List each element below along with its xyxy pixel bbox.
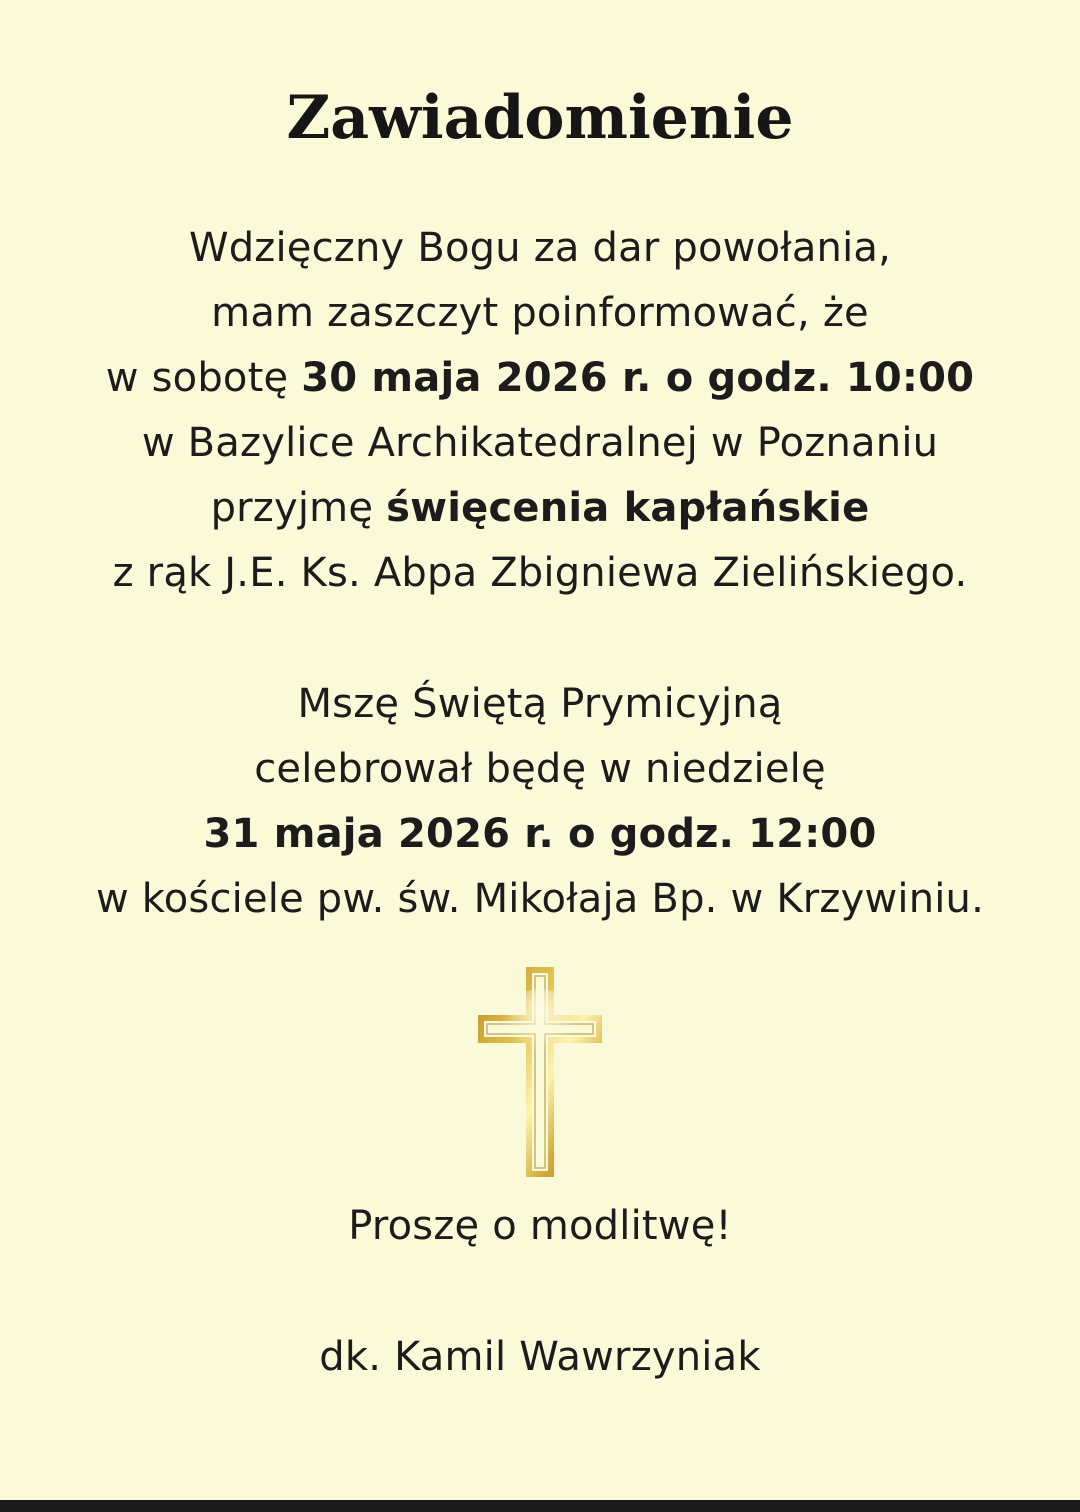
paragraph2-line3	[0, 802, 1080, 866]
prayer-request: Proszę o modlitwę!	[348, 1203, 732, 1249]
first-mass-date: 31 maja 2026 r. o godz. 12:00	[203, 811, 877, 857]
golden-cross-icon	[475, 966, 605, 1180]
ordination-date: 30 maja 2026 r. o godz. 10:00	[301, 355, 975, 401]
paragraph1-line6: z rąk J.E. Ks. Abpa Zbigniewa Zielińskiego.	[112, 550, 968, 596]
signature: dk. Kamil Wawrzyniak	[319, 1334, 761, 1380]
paragraph2-line4: w kościele pw. św. Mikołaja Bp. w Krzywiniu.	[95, 876, 985, 922]
ordination-date-prefix: w sobotę	[105, 355, 302, 401]
paragraph1-line3	[0, 346, 1080, 410]
paragraph1-line5	[0, 476, 1080, 540]
ordination-title: święcenia kapłańskie	[386, 485, 870, 531]
notice-title: Zawiadomienie	[286, 83, 794, 153]
paragraph2-line1: Mszę Świętą Prymicyjną	[297, 681, 783, 727]
bottom-edge-bar	[0, 1500, 1080, 1512]
ordination-prefix: przyjmę	[210, 485, 387, 531]
paragraph1-line4: w Bazylice Archikatedralnej w Poznaniu	[141, 420, 939, 466]
paragraph2-line2: celebrował będę w niedzielę	[254, 746, 826, 792]
paragraph1-line2: mam zaszczyt poinformować, że	[211, 290, 869, 336]
paragraph1-line1: Wdzięczny Bogu za dar powołania,	[188, 225, 892, 271]
